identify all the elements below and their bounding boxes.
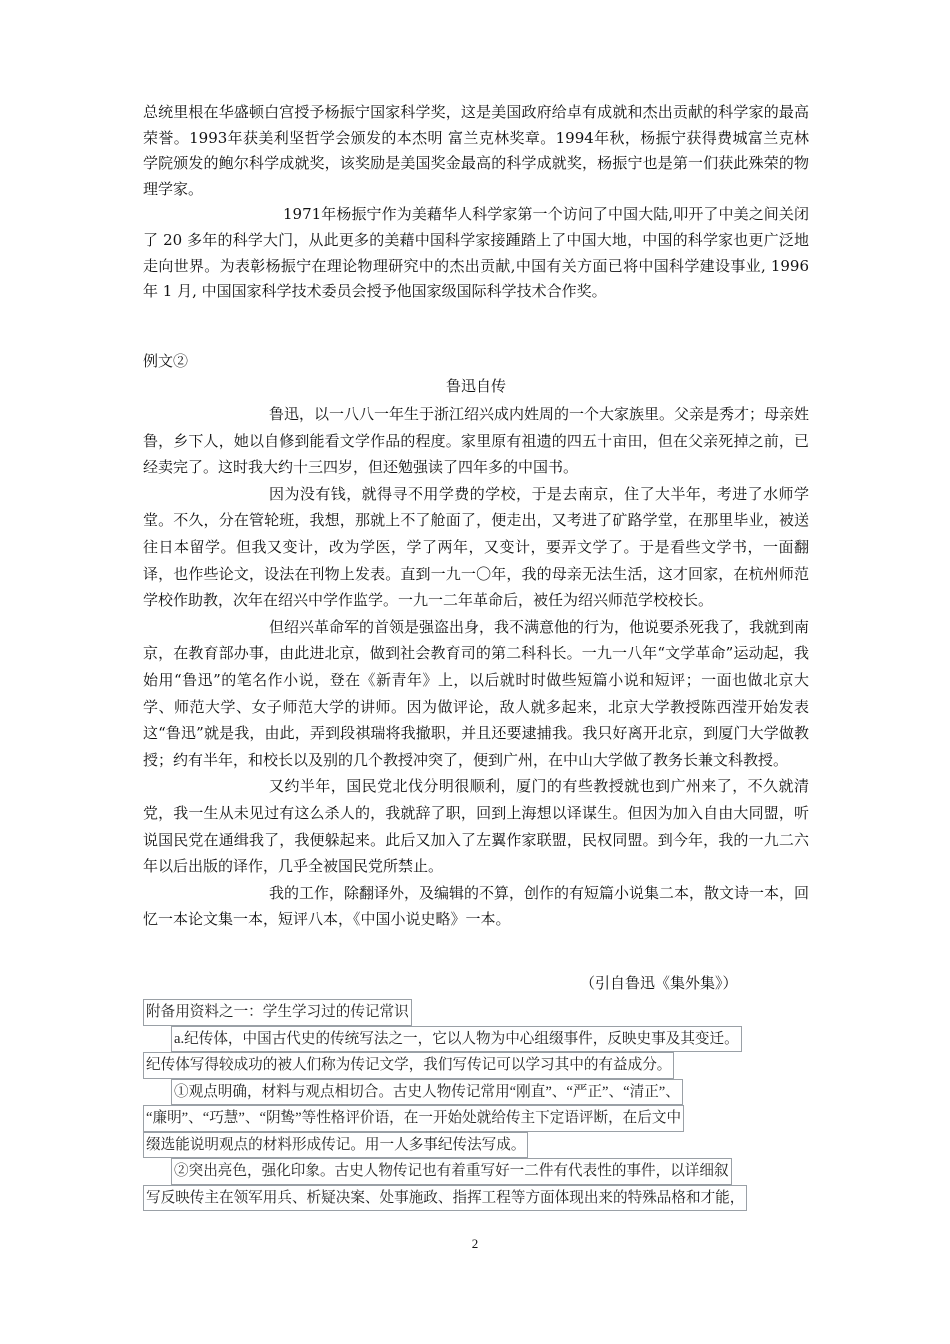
example-label: 例文② (143, 352, 189, 370)
citation: （引自鲁迅《集外集》） (580, 974, 738, 992)
appendix-line: 纪传体写得较成功的被人们称为传记文学，我们写传记可以学习其中的有益成分。 (143, 1052, 674, 1079)
paragraph: 1971年杨振宁作为美藉华人科学家第一个访问了中国大陆,叩开了中美之间关闭了 20 多年的科学大门，从此更多的美藉中国科学家接踵踏上了中国大地，中国的科学家也更广泛地走向世界。为表彰杨振宁在理论物理研究中的杰出贡献,中国有关方面已将中国科学建设事业, 1996 年 1 月, 中国国家科学技术委员会授予他国家级国际科学技术合作奖。 (143, 205, 809, 301)
essay-body (143, 401, 809, 933)
paragraph: 我的工作，除翻译外，及编辑的不算，创作的有短篇小说集二本，散文诗一本，回忆一本论文集一本，短评八本，《中国小说史略》一本。 (143, 883, 810, 929)
appendix (143, 999, 813, 1211)
paragraph: 因为没有钱，就得寻不用学费的学校，于是去南京，住了大半年，考进了水师学堂。不久，分在管轮班，我想，那就上不了舱面了，便走出，又考进了矿路学堂，在那里毕业，被送往日本留学。但我又变计，改为学医，学了两年，又变计，要弄文学了。于是看些文学书，一面翻译，也作些论文，设法在刊物上发表。直到一九一〇年，我的母亲无法生活，这才回家，在杭州师范学校作助教，次年在绍兴中学作监学。一九一二年革命后，被任为绍兴师范学校校长。 (143, 484, 809, 610)
biography-continuation (143, 100, 809, 305)
essay-title: 鲁迅自传 (445, 377, 506, 395)
paragraph: 但绍兴革命军的首领是强盗出身，我不满意他的行为，他说要杀死我了，我就到南京，在教育部办事，由此进北京，做到社会教育司的第二科科长。一九一八年“文学革命”运动起，我始用“鲁迅”的笔名作小说，登在《新青年》上，以后就时时做些短篇小说和短评；一面也做北京大学、师范大学、女子师范大学的讲师。因为做评论，敌人就多起来，北京大学教授陈西滢开始发表这“鲁迅”就是我，由此，弄到段祺瑞将我撤职，并且还要逮捕我。我只好离开北京，到厦门大学做教授；约有半年，和校长以及别的几个教授冲突了，便到广州，在中山大学做了教务长兼文科教授。 (143, 617, 810, 769)
appendix-line: a.纪传体，中国古代史的传统写法之一，它以人物为中心组缀事件，反映史事及其变迁。 (171, 1026, 742, 1053)
paragraph: 总统里根在华盛顿白宫授予杨振宁国家科学奖，这是美国政府给卓有成就和杰出贡献的科学家的最高荣誉。1993年获美利坚哲学会颁发的本杰明 富兰克林奖章。1994年秋，杨振宁获得费城富兰克林学院颁发的鲍尔科学成就奖，该奖励是美国奖金最高的科学成就奖，杨振宁也是第一们获此殊荣的物理学家。 (143, 103, 809, 198)
appendix-heading: 附备用资料之一：学生学习过的传记常识 (143, 999, 412, 1026)
appendix-line: 写反映传主在领军用兵、析疑决案、处事施政、指挥工程等方面体现出来的特殊品格和才能， (143, 1185, 747, 1212)
appendix-line: 缀选能说明观点的材料形成传记。用一人多事纪传法写成。 (143, 1132, 528, 1159)
appendix-line: “廉明”、“巧慧”、“阴鸷”等性格评价语，在一开始处就给传主下定语评断，在后文中 (143, 1105, 684, 1132)
appendix-line: ②突出亮色，强化印象。古史人物传记也有着重写好一二件有代表性的事件，以详细叙 (171, 1158, 732, 1185)
paragraph: 又约半年，国民党北伐分明很顺利，厦门的有些教授就也到广州来了，不久就清党，我一生从未见过有这么杀人的，我就辞了职，回到上海想以译谋生。但因为加入自由大同盟，听说国民党在通缉我了，我便躲起来。此后又加入了左翼作家联盟，民权同盟。到今年，我的一九二六年以后出版的译作，几乎全被国民党所禁止。 (143, 777, 809, 876)
appendix-line: ①观点明确，材料与观点相切合。古史人物传记常用“刚直”、“严正”、“清正”、 (171, 1079, 683, 1106)
page-number: 2 (471, 1236, 479, 1251)
paragraph: 鲁迅，以一八八一年生于浙江绍兴成内姓周的一个大家族里。父亲是秀才；母亲姓鲁，乡下人，她以自修到能看文学作品的程度。家里原有祖遗的四五十亩田，但在父亲死掉之前，已经卖完了。这时我大约十三四岁，但还勉强读了四年多的中国书。 (143, 405, 810, 477)
